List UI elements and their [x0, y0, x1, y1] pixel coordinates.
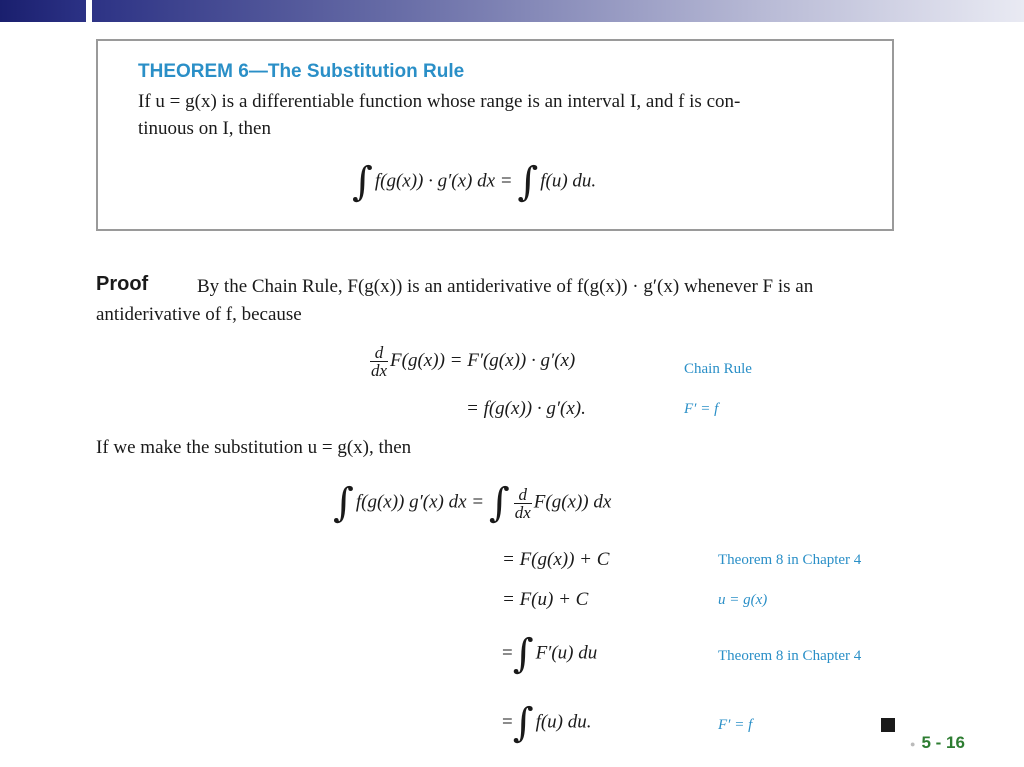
- fraction-denominator: dx: [514, 502, 531, 522]
- title-bar-divider: [86, 0, 92, 22]
- integral-line-3: = F(u) + C: [502, 589, 589, 610]
- chain-rule-line-1: [368, 344, 575, 379]
- note-u-equals-gx: u = g(x): [718, 592, 768, 608]
- title-bar-gradient: [0, 0, 1024, 22]
- theorem-title: THEOREM 6—The Substitution Rule: [138, 61, 465, 82]
- integral-line-1-lhs: f(g(x)) g′(x) dx =: [355, 491, 485, 513]
- bullet-icon: ●: [910, 738, 916, 749]
- integral-line-5: [502, 700, 592, 746]
- theorem-statement: [138, 88, 878, 142]
- theorem-equation-lhs: f(g(x)) · g′(x) dx =: [374, 170, 513, 192]
- qed-square-icon: [881, 718, 895, 732]
- integral-line-4-expression: F′(u) du: [535, 642, 598, 664]
- slide-number: [910, 733, 965, 753]
- fraction-denominator: dx: [371, 361, 388, 380]
- integral-sign: ∫: [512, 700, 534, 746]
- integral-sign: ∫: [352, 159, 373, 205]
- integral-line-1: [333, 480, 612, 526]
- proof-heading: Proof: [96, 273, 149, 295]
- chain-rule-expression-1: F(g(x)) = F′(g(x)) · g′(x): [390, 349, 576, 371]
- fraction-numerator: d: [370, 344, 388, 362]
- theorem-equation-rhs: f(u) du.: [540, 170, 597, 192]
- note-f-prime-2: F′ = f: [718, 717, 753, 733]
- equals-sign: =: [502, 642, 513, 664]
- equals-sign: =: [502, 711, 513, 733]
- theorem-line-1: If u = g(x) is a differentiable function whose range is an interval I, and f is con-: [138, 91, 741, 112]
- note-theorem-8-b: Theorem 8 in Chapter 4: [718, 648, 862, 664]
- derivative-fraction: [370, 344, 388, 379]
- derivative-fraction: [514, 486, 532, 521]
- note-theorem-8-a: Theorem 8 in Chapter 4: [718, 552, 862, 568]
- integral-line-2: = F(g(x)) + C: [502, 549, 610, 570]
- chain-rule-line-2: = f(g(x)) · g′(x).: [466, 398, 586, 419]
- integral-sign: ∫: [517, 159, 539, 205]
- theorem-line-2: tinuous on I, then: [138, 118, 271, 139]
- fraction-numerator: d: [514, 486, 532, 504]
- proof-text: By the Chain Rule, F(g(x)) is an antiderivative of f(g(x)) · g′(x) whenever F is an antiderivative of f, because: [96, 276, 814, 325]
- integral-line-4: [502, 631, 598, 677]
- integral-sign: ∫: [512, 631, 534, 677]
- slide-number-text: 5 - 16: [921, 733, 965, 752]
- integral-sign: ∫: [333, 480, 354, 526]
- note-f-prime-1: F′ = f: [684, 401, 719, 417]
- integral-line-5-expression: f(u) du.: [535, 711, 592, 733]
- note-chain-rule: Chain Rule: [684, 361, 752, 377]
- integral-sign: ∫: [488, 480, 510, 526]
- integral-line-1-rhs: F(g(x)) dx: [533, 491, 612, 513]
- substitution-text: If we make the substitution u = g(x), then: [96, 437, 412, 458]
- theorem-equation: [352, 159, 597, 205]
